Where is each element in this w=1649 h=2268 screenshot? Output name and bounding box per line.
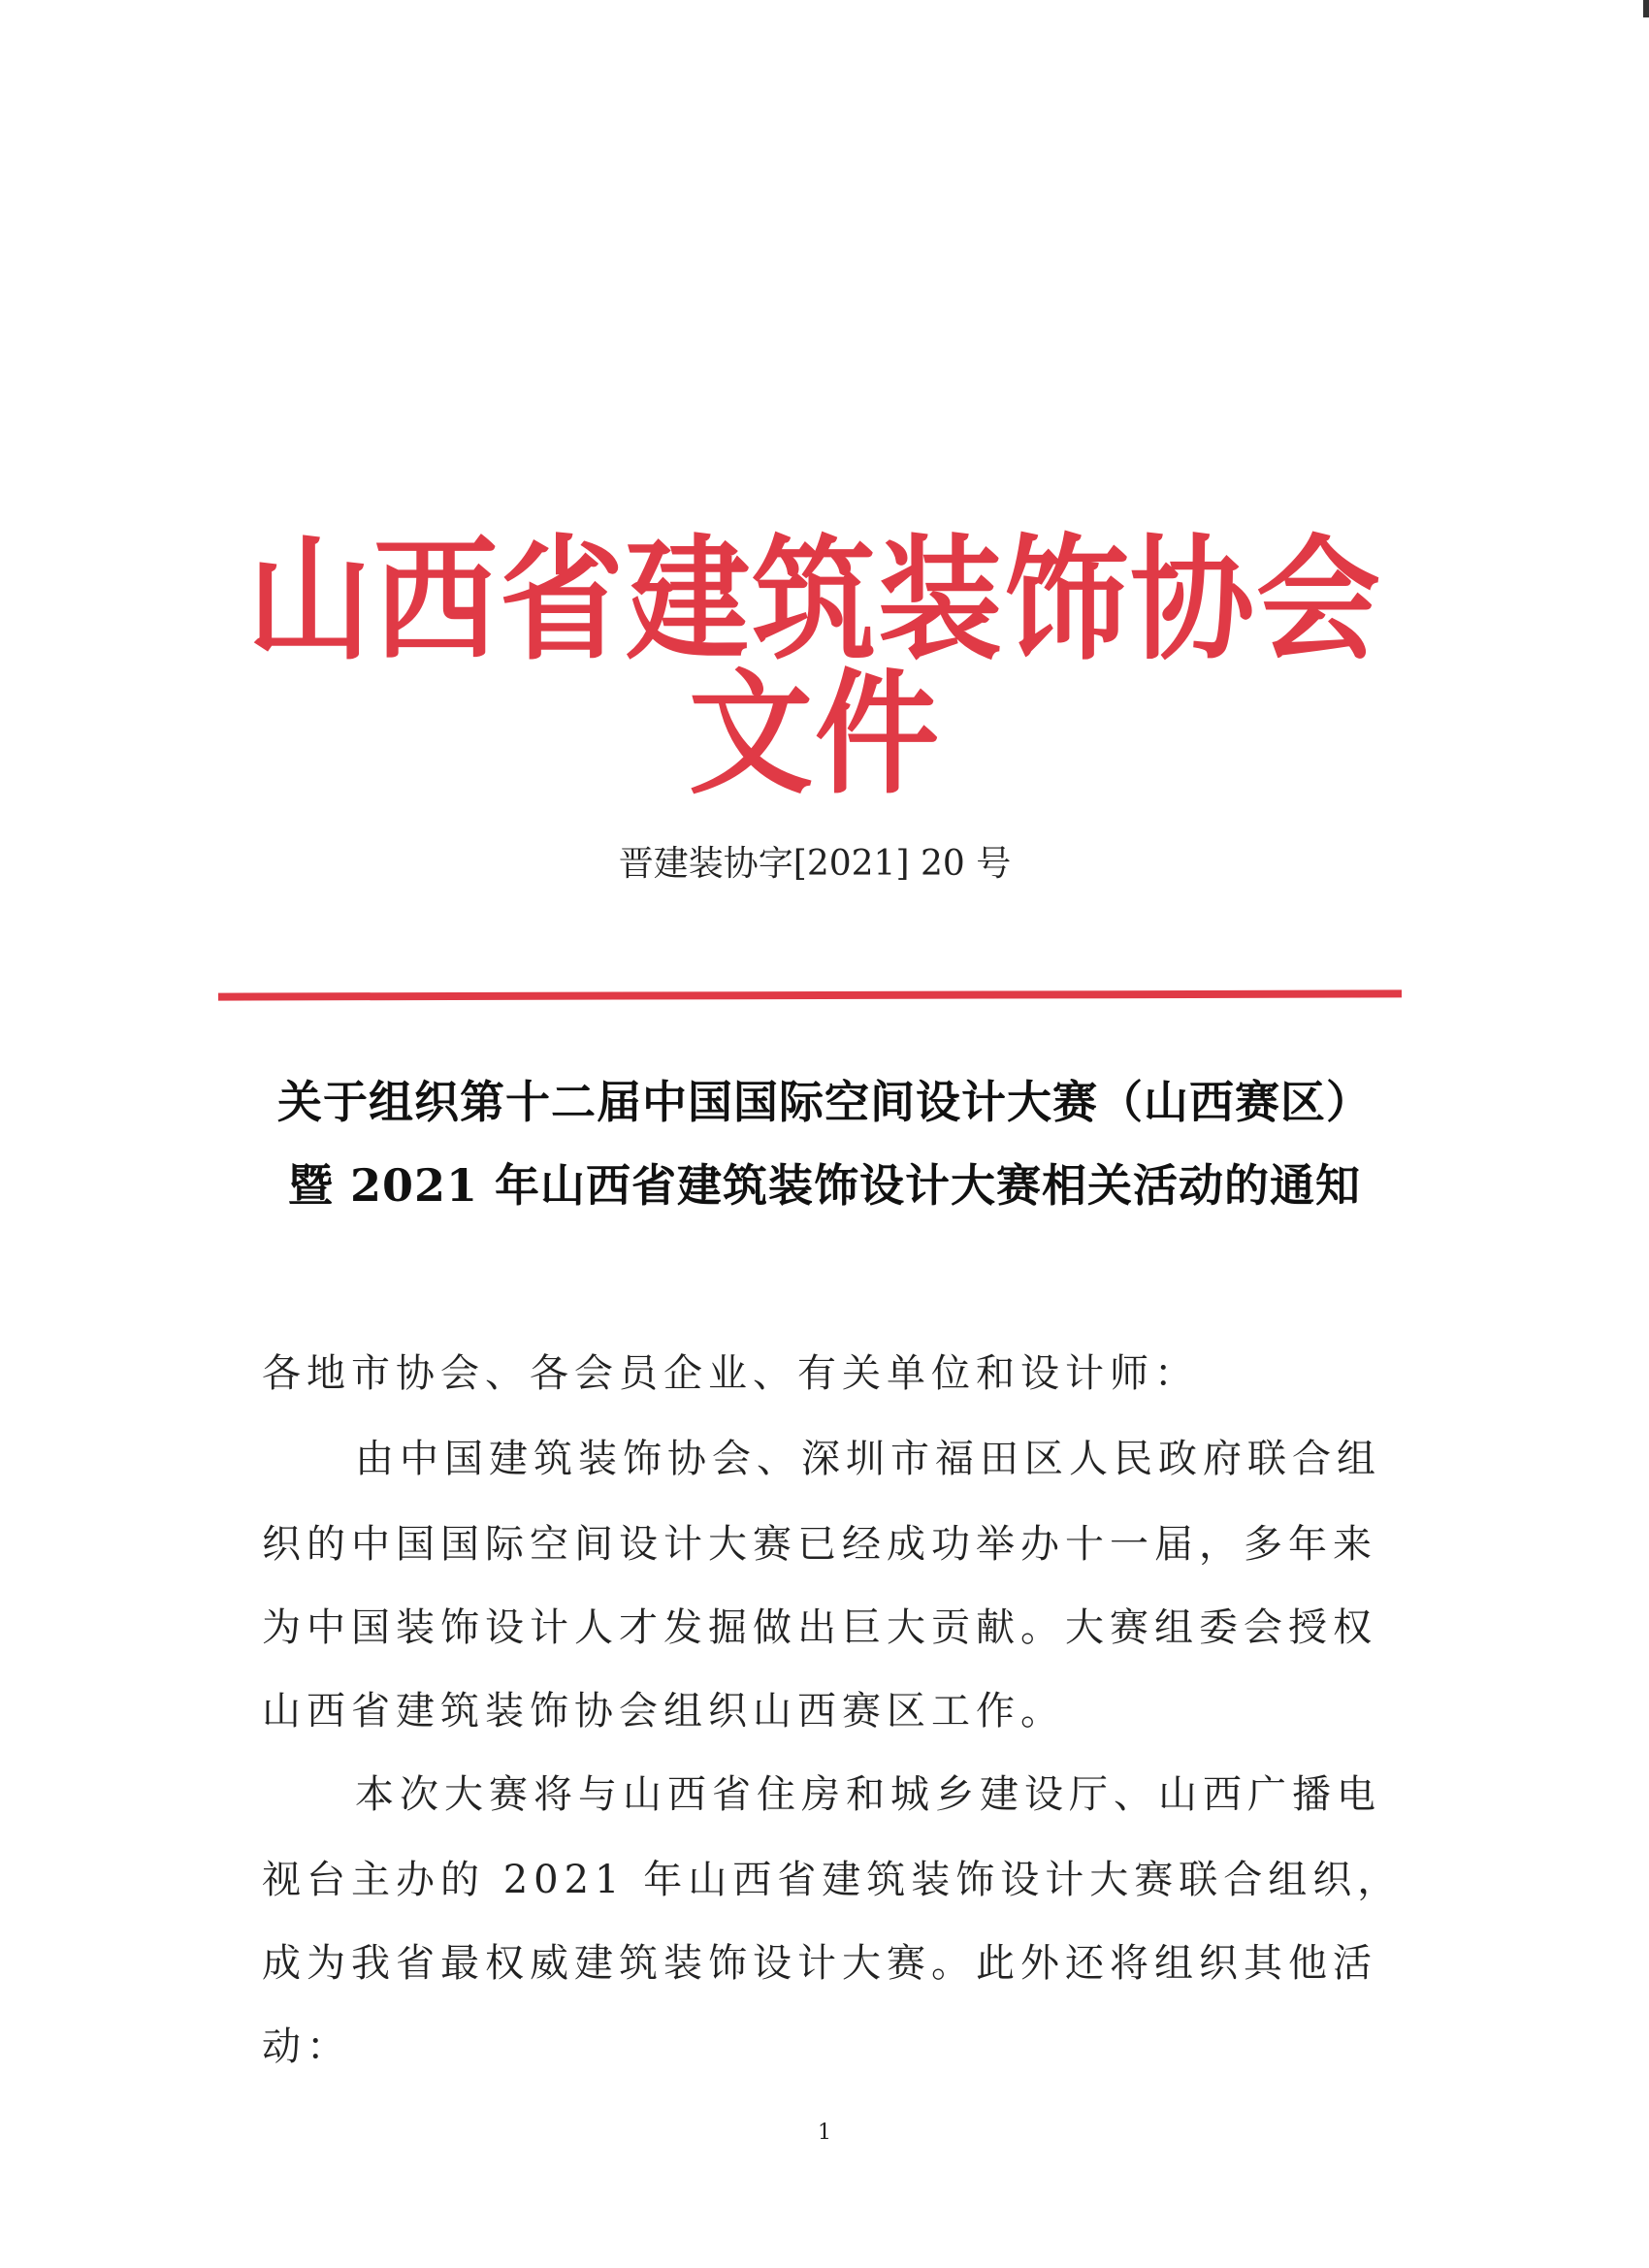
paragraph-2-line-4: 动： [262, 2025, 351, 2069]
document-number: 晋建装协字[2021] 20 号 [618, 844, 1012, 884]
paragraph-2-line-2: 视台主办的 2021 年山西省建筑装饰设计大赛联合组织， [262, 1858, 1403, 1902]
paragraph-1-line-3: 为中国装饰设计人才发掘做出巨大贡献。大赛组委会授权 [262, 1605, 1377, 1650]
paragraph-1-line-4: 山西省建筑装饰协会组织山西赛区工作。 [262, 1689, 1065, 1733]
salutation: 各地市协会、各会员企业、有关单位和设计师： [262, 1351, 1199, 1396]
page-number: 1 [818, 2121, 831, 2145]
paragraph-2-line-1: 本次大赛将与山西省住房和城乡建设厅、山西广播电 [355, 1772, 1381, 1817]
notice-title-line-1: 关于组织第十二届中国国际空间设计大赛（山西赛区） [277, 1076, 1372, 1128]
paragraph-2-line-3: 成为我省最权威建筑装饰设计大赛。此外还将组织其他活 [262, 1941, 1377, 1986]
masthead-title: 山西省建筑装饰协会文件 [246, 521, 1382, 814]
scan-edge-mark [1643, 0, 1649, 17]
paragraph-1-line-2: 织的中国国际空间设计大赛已经成功举办十一届，多年来 [262, 1522, 1377, 1567]
paragraph-1-line-1: 由中国建筑装饰协会、深圳市福田区人民政府联合组 [355, 1437, 1381, 1481]
red-divider-rule [218, 989, 1402, 1000]
notice-title-line-2: 暨 2021 年山西省建筑装饰设计大赛相关活动的通知 [287, 1159, 1362, 1212]
